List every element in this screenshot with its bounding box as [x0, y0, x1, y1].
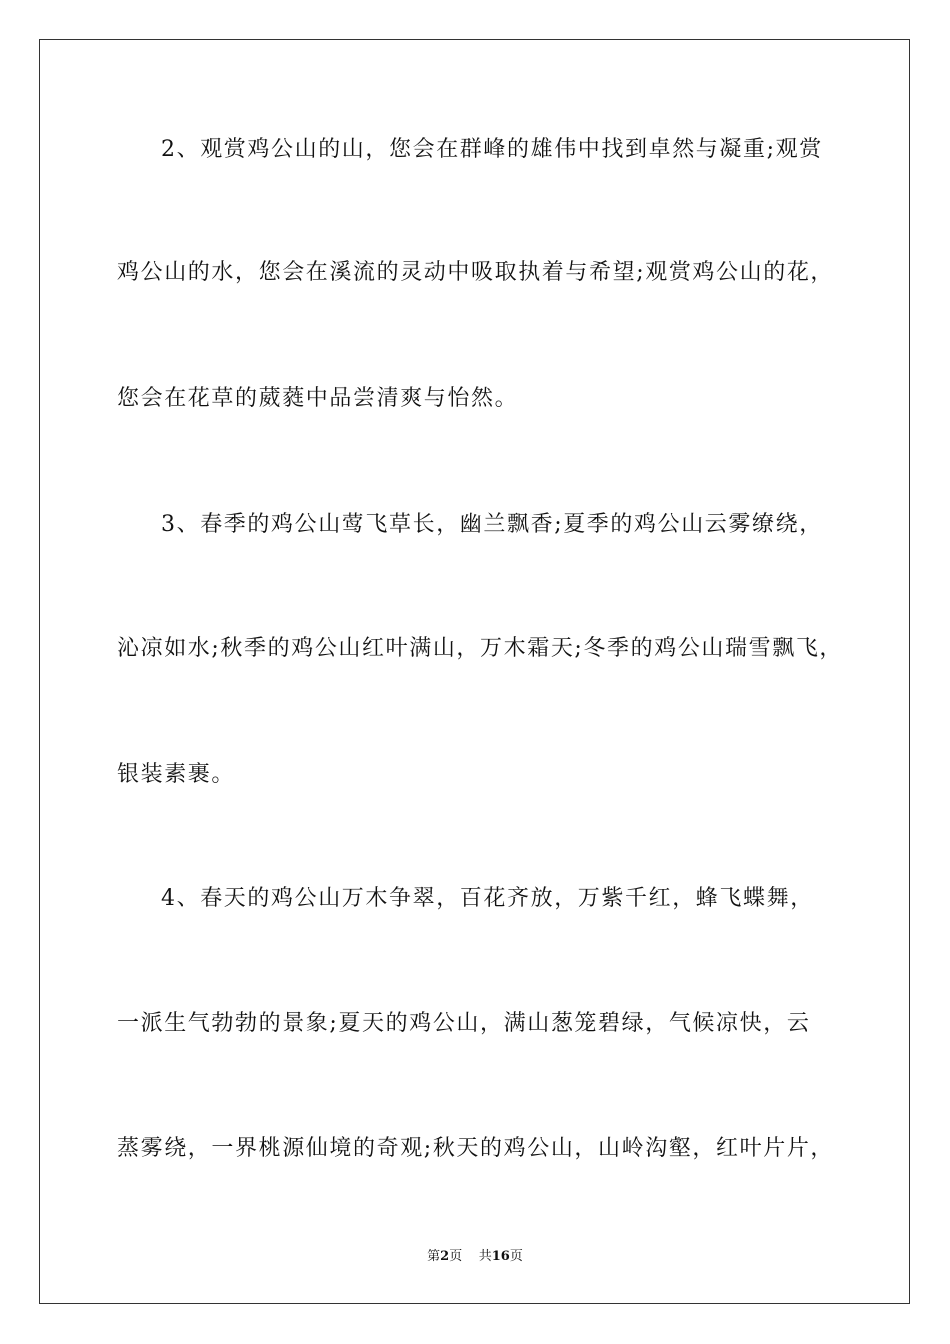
- paragraph-3-line-2: 沁凉如水;秋季的鸡公山红叶满山，万木霜天;冬季的鸡公山瑞雪飘飞，: [117, 636, 844, 661]
- footer-total-pages: 16: [491, 1249, 510, 1264]
- paragraph-3-line-1: 3、春季的鸡公山莺飞草长，幽兰飘香;夏季的鸡公山云雾缭绕，: [161, 512, 823, 537]
- footer-total-prefix: 共: [478, 1249, 492, 1264]
- footer-total-suffix: 页: [509, 1249, 523, 1264]
- paragraph-2-line-2: 鸡公山的水，您会在溪流的灵动中吸取执着与希望;观赏鸡公山的花，: [117, 260, 835, 285]
- footer-page-number: 2: [440, 1249, 450, 1264]
- page-border: [39, 39, 910, 1304]
- paragraph-4-line-3: 蒸雾绕，一界桃源仙境的奇观;秋天的鸡公山，山岭沟壑，红叶片片，: [117, 1136, 835, 1161]
- page-footer: [0, 1248, 950, 1266]
- paragraph-4-line-2: 一派生气勃勃的景象;夏天的鸡公山，满山葱笼碧绿，气候凉快，云: [117, 1011, 811, 1036]
- footer-page-prefix: 第: [427, 1249, 441, 1264]
- paragraph-3-line-3: 银装素裹。: [117, 762, 236, 787]
- footer-page-suffix: 页: [449, 1249, 463, 1264]
- paragraph-4-line-1: 4、春天的鸡公山万木争翠，百花齐放，万紫千红，蜂飞蝶舞，: [161, 886, 814, 911]
- paragraph-2-line-1: 2、观赏鸡公山的山，您会在群峰的雄伟中找到卓然与凝重;观赏: [161, 137, 823, 162]
- paragraph-2-line-3: 您会在花草的葳蕤中品尝清爽与怡然。: [117, 386, 519, 411]
